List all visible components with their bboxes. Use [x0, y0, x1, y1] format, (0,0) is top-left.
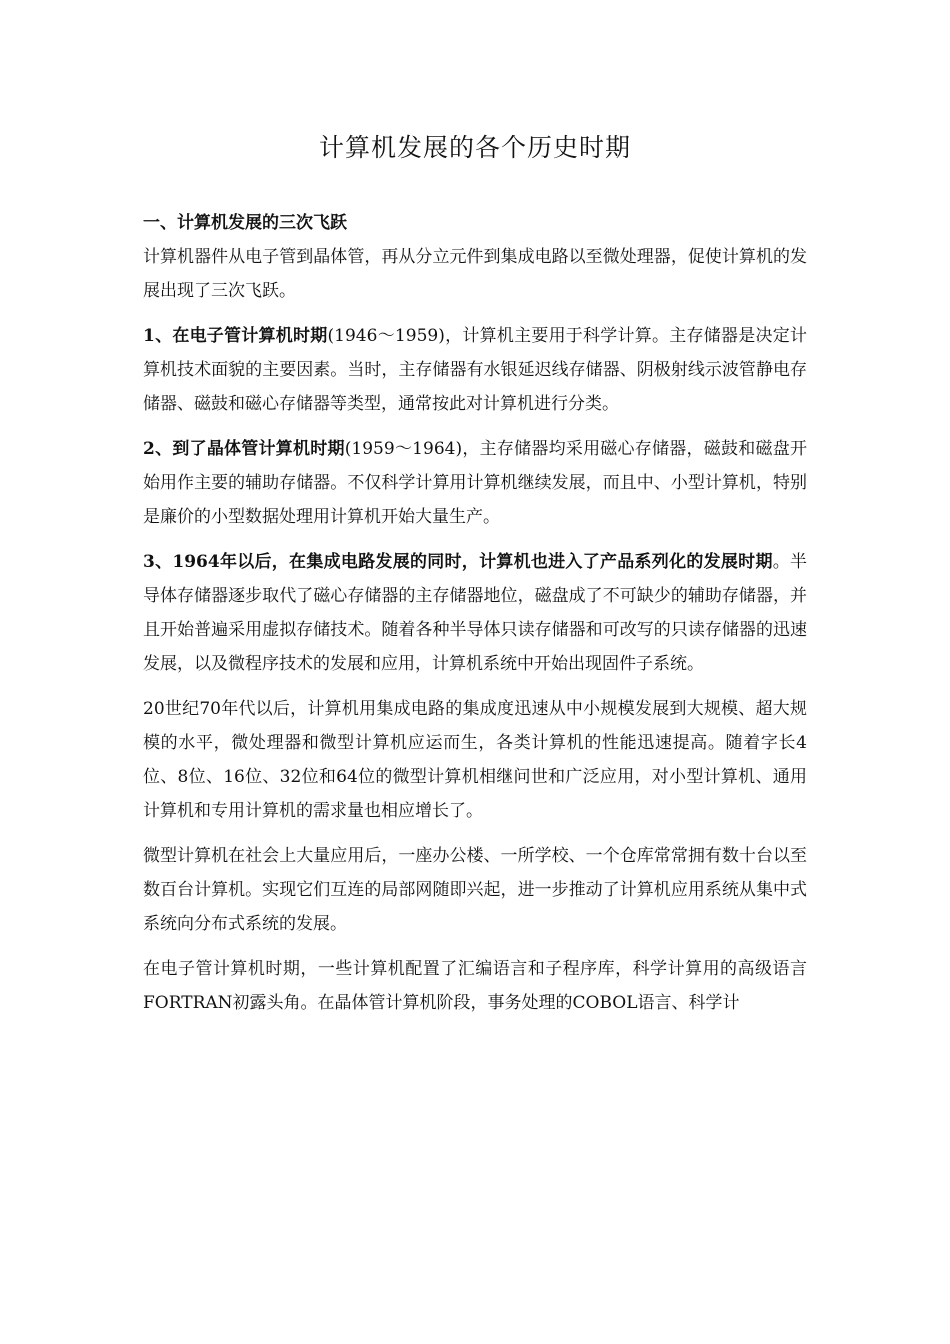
section-intro-paragraph: 计算机器件从电子管到晶体管，再从分立元件到集成电路以至微处理器，促使计算机的发展出现了三次飞跃。 [143, 247, 807, 301]
item-lead: 1、在电子管计算机时期 [143, 326, 328, 346]
item-paragraph-2 [143, 432, 807, 534]
section-heading: 一、计算机发展的三次飞跃 [143, 213, 347, 233]
item-text: ，计算机主要用于科学计算。主存储器是决定计算机技术面貌的主要因素。当时，主存储器有水银延迟线存储器、阴极射线示波管静电存储器、磁鼓和磁心存储器等类型，通常按此对计算机进行分类。 [143, 326, 808, 414]
item-years: (1959～1964) [344, 439, 463, 459]
body-paragraph: 在电子管计算机时期，一些计算机配置了汇编语言和子程序库，科学计算用的高级语言FORTRAN初露头角。在晶体管计算机阶段，事务处理的COBOL语言、科学计 [143, 959, 807, 1013]
item-lead: 2、到了晶体管计算机时期 [143, 439, 345, 459]
item-years: (1946～1959) [327, 326, 445, 346]
item-text: 。半导体存储器逐步取代了磁心存储器的主存储器地位，磁盘成了不可缺少的辅助存储器，并且开始普遍采用虚拟存储技术。随着各种半导体只读存储器和可改写的只读存储器的迅速发展，以及微程序技术的发展和应用，计算机系统中开始出现固件子系统。 [143, 552, 807, 674]
item-paragraph-1 [143, 319, 807, 421]
item-paragraph-3 [143, 545, 807, 681]
document-body [143, 206, 807, 1020]
item-lead: 3、1964年以后，在集成电路发展的同时，计算机也进入了产品系列化的发展时期 [143, 552, 773, 572]
document-title: 计算机发展的各个历史时期 [318, 133, 631, 162]
item-text: ，主存储器均采用磁心存储器，磁鼓和磁盘开始用作主要的辅助存储器。不仅科学计算用计算机继续发展，而且中、小型计算机，特别是廉价的小型数据处理用计算机开始大量生产。 [143, 439, 808, 527]
body-paragraph: 20世纪70年代以后，计算机用集成电路的集成度迅速从中小规模发展到大规模、超大规模的水平，微处理器和微型计算机应运而生，各类计算机的性能迅速提高。随着字长4位、8位、16位、32位和64位的微型计算机相继问世和广泛应用，对小型计算机、通用计算机和专用计算机的需求量也相应增长了。 [143, 699, 807, 821]
body-paragraph: 微型计算机在社会上大量应用后，一座办公楼、一所学校、一个仓库常常拥有数十台以至数百台计算机。实现它们互连的局部网随即兴起，进一步推动了计算机应用系统从集中式系统向分布式系统的发展。 [143, 846, 807, 934]
